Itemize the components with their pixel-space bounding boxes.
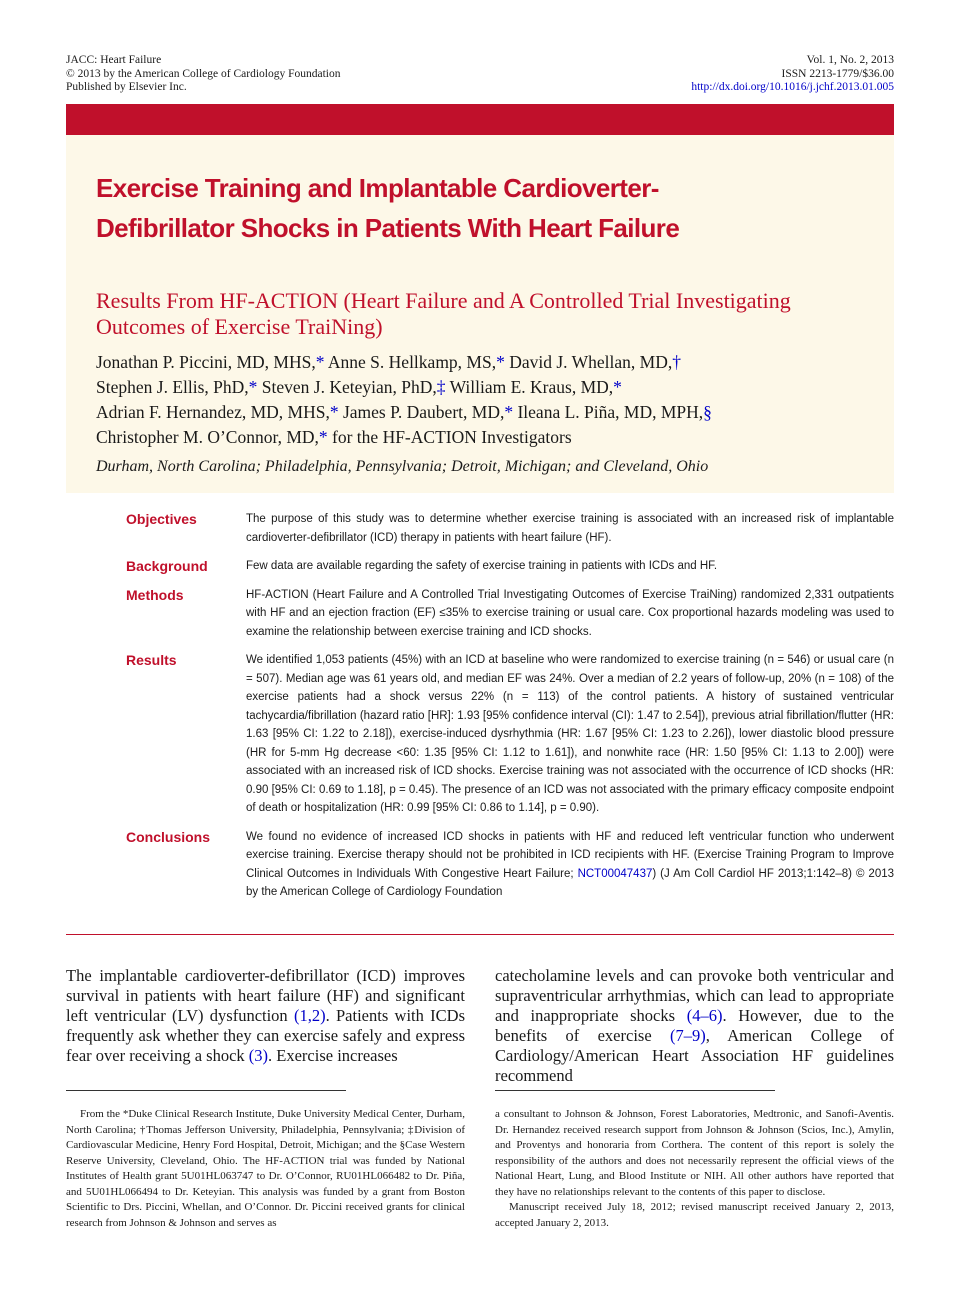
abstract-background	[126, 557, 894, 576]
body-text-left	[66, 966, 465, 1066]
author-3: David J. Whellan, MD,	[509, 352, 673, 372]
author-5-mark[interactable]: ‡	[436, 377, 446, 397]
trial-registry-link[interactable]: NCT00047437	[577, 867, 653, 880]
author-5: Steven J. Keteyian, PhD,	[261, 377, 437, 397]
header-color-bar	[66, 104, 894, 135]
volume-line: Vol. 1, No. 2, 2013	[806, 54, 894, 66]
author-10: Christopher M. O’Connor, MD,	[96, 427, 319, 447]
objectives-text: The purpose of this study was to determine whether exercise training is associated with an increased risk of implantable cardioverter-defibrillator (ICD) therapy in patients with heart failure (HF).	[246, 513, 894, 544]
ref-link-4-6[interactable]: (4–6)	[686, 1006, 723, 1025]
author-list	[96, 350, 856, 450]
footnote-right-text: a consultant to Johnson & Johnson, Forest Laboratories, Medtronic, and Sanofi-Aventis. Dr. Hernandez received research support from Johnson & Johnson (Scios, Inc.), Amylin, and Proventys and honoraria from Corthera. The content of this report is solely the responsibility of the authors and does not necessarily represent the official views of the National Heart, Lung, and Blood Institute or NIH. All other authors have reported that they have no relationships relevant to the contents of this paper to disclose.	[495, 1108, 894, 1198]
body-right-part-3: , American College of Cardiology/American Heart Association HF guidelines recommend	[495, 1026, 894, 1085]
author-1-mark[interactable]: *	[315, 352, 325, 372]
author-1: Jonathan P. Piccini, MD, MHS,	[96, 352, 316, 372]
body-left-part-1: The implantable cardioverter-defibrillator (ICD) improves survival in patients with heart failure (HF) and significant left ventricular (LV) dysfunction	[66, 966, 465, 1025]
copyright-line: © 2013 by the American College of Cardiology Foundation	[66, 67, 341, 80]
article-subtitle: Results From HF-ACTION (Heart Failure and A Controlled Trial Investigating Outcomes of Exercise TraiNing)	[96, 288, 791, 339]
author-9: Ileana L. Piña, MD, MPH,	[517, 402, 704, 422]
author-2-mark[interactable]: *	[496, 352, 505, 372]
footnote-left	[66, 1107, 465, 1231]
doi-link[interactable]: http://dx.doi.org/10.1016/j.jchf.2013.01.005	[691, 81, 894, 93]
methods-label: Methods	[126, 586, 184, 603]
article-title: Exercise Training and Implantable Cardioverter-Defibrillator Shocks in Patients With Heart Failure	[96, 173, 680, 243]
author-group: for the HF-ACTION Investigators	[327, 427, 572, 447]
background-text: Few data are available regarding the safety of exercise training in patients with ICDs and HF.	[246, 560, 718, 572]
footnote-rule-right	[495, 1090, 775, 1091]
author-2: Anne S. Hellkamp, MS,	[327, 352, 497, 372]
author-6-mark[interactable]: *	[613, 377, 622, 397]
methods-text: HF-ACTION (Heart Failure and A Controlled Trial Investigating Outcomes of Exercise TraiNing) randomized 2,331 outpatients with HF and an ejection fraction (EF) ≤35% to exercise training or usual care. Cox proportional hazards modeling was used to examine the relationship between exercise training and ICD shocks.	[246, 588, 894, 638]
body-right-part-2: . However, due to the benefits of exercise	[495, 1006, 894, 1045]
author-4-mark[interactable]: *	[248, 377, 258, 397]
journal-header-left	[66, 54, 340, 95]
ref-link-7-9[interactable]: (7–9)	[669, 1026, 706, 1045]
body-left-part-2: . Patients with ICDs frequently ask whether they can exercise safely and express fear over receiving a shock	[66, 1006, 465, 1065]
conclusions-text	[246, 828, 894, 902]
author-8-mark[interactable]: *	[504, 402, 514, 422]
author-4: Stephen J. Ellis, PhD,	[96, 377, 249, 397]
ref-link-3[interactable]: (3)	[248, 1046, 269, 1065]
conclusions-text-b: ) (J Am Coll Cardiol HF 2013;1:142–8) © 2013 by the American College of Cardiology Foundation	[246, 867, 894, 898]
footnote-rule-left	[66, 1090, 346, 1091]
footnote-left-text: From the *Duke Clinical Research Institute, Duke University Medical Center, Durham, North Carolina; †Thomas Jefferson University, Philadelphia, Pennsylvania; ‡Division of Cardiovascular Medicine, Henry Ford Hospital, Detroit, Michigan; and the §Case Western Reserve University, Cleveland, Ohio. The HF-ACTION trial was funded by National Institutes of Health grant 5U01HL063747 to Dr. O’Connor, RU01HL066482 to Dr. Piña, and 5U01HL066494 to Dr. Keteyian. This analysis was funded by a grant from Boston Scientific to Drs. Piccini, Whellan, and O’Connor. Dr. Piccini received grants for clinical research from Johnson & Johnson and serves as	[66, 1108, 465, 1229]
structured-abstract	[126, 510, 894, 912]
abstract-methods	[126, 586, 894, 642]
publisher-line: Published by Elsevier Inc.	[66, 81, 187, 93]
conclusions-text-a: We found no evidence of increased ICD shocks in patients with HF and reduced left ventricular function who underwent exercise training. Exercise therapy should not be prohibited in ICD recipients with HF. (Exercise Training Program to Improve Clinical Outcomes in Individuals With Congestive Heart Failure;	[246, 830, 894, 880]
author-9-mark[interactable]: §	[703, 402, 712, 422]
body-left-part-3: . Exercise increases	[268, 1046, 398, 1065]
abstract-conclusions	[126, 828, 894, 902]
body-right-part-1: catecholamine levels and can provoke both ventricular and supraventricular arrhythmias, which can lead to appropriate and inappropriate shocks	[495, 966, 894, 1025]
abstract-divider	[66, 934, 894, 935]
author-7: Adrian F. Hernandez, MD, MHS,	[96, 402, 330, 422]
body-text-right	[495, 966, 894, 1086]
abstract-results	[126, 651, 894, 818]
footnote-right	[495, 1107, 894, 1231]
issn-line: ISSN 2213-1779/$36.00	[781, 67, 894, 80]
author-10-mark[interactable]: *	[318, 427, 328, 447]
conclusions-label: Conclusions	[126, 828, 211, 845]
author-3-mark[interactable]: †	[672, 352, 681, 372]
affiliations-line: Durham, North Carolina; Philadelphia, Pennsylvania; Detroit, Michigan; and Cleveland, Ohio	[96, 458, 709, 475]
journal-header-right	[691, 54, 894, 95]
ref-link-1-2[interactable]: (1,2)	[293, 1006, 326, 1025]
background-label: Background	[126, 558, 208, 574]
abstract-objectives	[126, 510, 894, 547]
author-7-mark[interactable]: *	[329, 402, 339, 422]
manuscript-dates: Manuscript received July 18, 2012; revised manuscript received January 2, 2013, accepted January 2, 2013.	[495, 1201, 894, 1229]
objectives-label: Objectives	[126, 511, 197, 527]
journal-name: JACC: Heart Failure	[66, 54, 162, 66]
author-8: James P. Daubert, MD,	[342, 402, 505, 422]
author-6: William E. Kraus, MD,	[449, 377, 614, 397]
results-label: Results	[126, 652, 177, 668]
results-text: We identified 1,053 patients (45%) with an ICD at baseline who were randomized to exercise training (n = 546) or usual care (n = 507). Median age was 61 years old, and median EF was 24%. Over a median of 2.2 years of follow-up, 20% (n = 108) of the exercise patients had a shock versus 22% (n = 113) of the control patients. A history of sustained ventricular tachycardia/fibrillation (hazard ratio [HR]: 1.93 [95% confidence interval (CI): 1.47 to 2.54]), previous atrial fibrillation/flutter (HR: 1.63 [95% CI: 1.22 to 2.18]), exercise-induced dysrhythmia (HR: 1.67 [95% CI: 1.23 to 2.26]), lower diastolic blood pressure (HR for 5-mm Hg decrease <60: 1.35 [95% CI: 1.12 to 1.61]), and nonwhite race (HR: 1.50 [95% CI: 1.13 to 2.00]) were associated with an increased risk of ICD shocks. Exercise training was not associated with the occurrence of ICD shocks (HR: 0.90 [95% CI: 0.69 to 1.18], p = 0.45). The presence of an ICD was not associated with the primary efficacy composite endpoint of death or hospitalization (HR: 0.99 [95% CI: 0.86 to 1.14], p = 0.90).	[246, 654, 894, 814]
